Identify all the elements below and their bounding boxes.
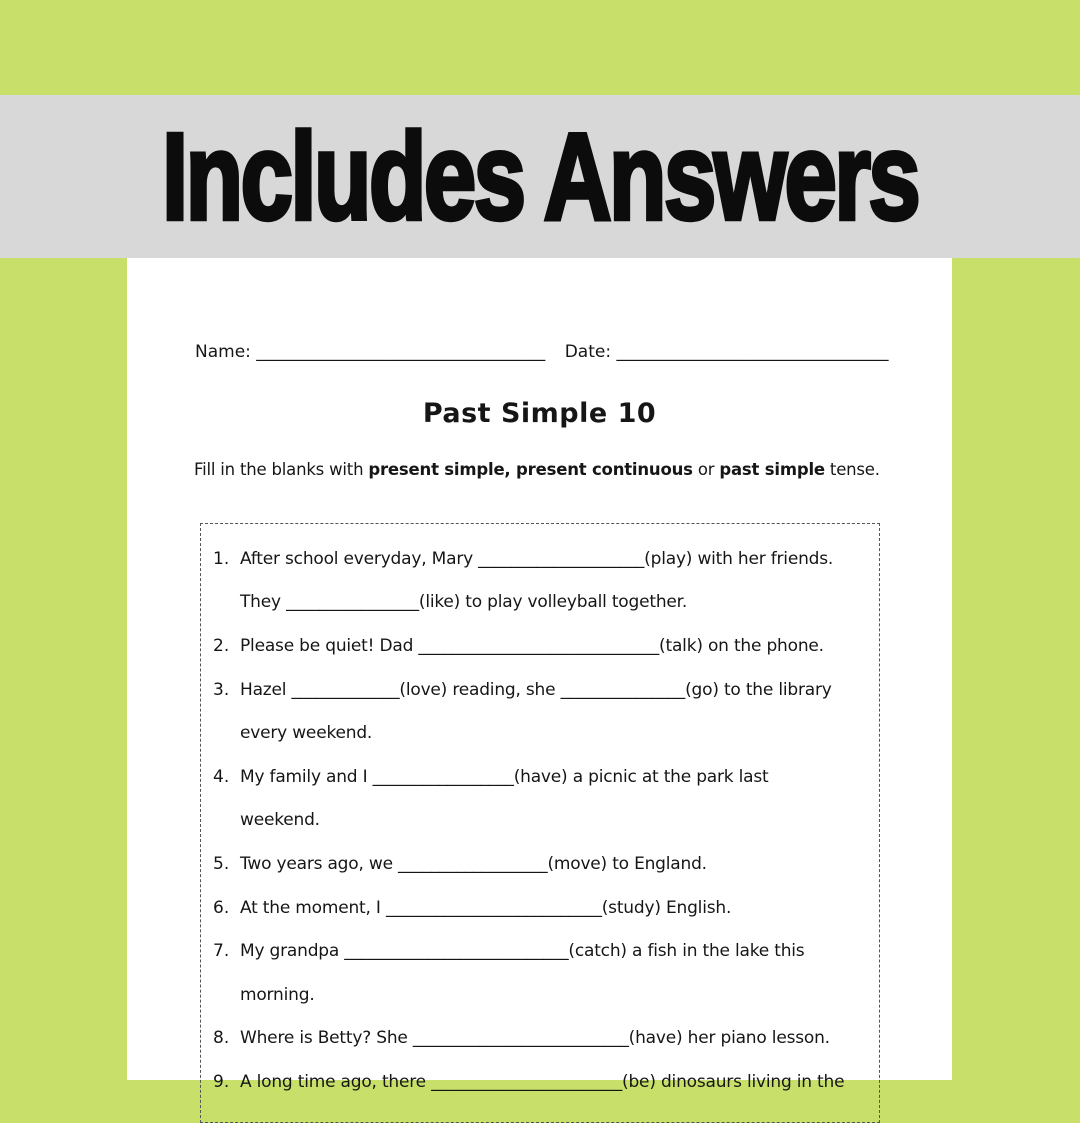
- question-number: 3.: [213, 679, 230, 700]
- question-line: every weekend.: [240, 723, 373, 744]
- question-item: [213, 886, 871, 930]
- question-number: 1.: [213, 548, 230, 569]
- question-item: [213, 668, 871, 755]
- instruction-post: tense.: [824, 460, 880, 479]
- name-date-row: [195, 342, 889, 362]
- question-number: 6.: [213, 897, 230, 918]
- question-item: [213, 537, 871, 624]
- question-number: 9.: [213, 1071, 230, 1092]
- question-line: Hazel _____________(love) reading, she _______________(go) to the library: [240, 679, 832, 700]
- question-line: Two years ago, we __________________(move) to England.: [240, 853, 707, 874]
- question-line: At the moment, I __________________________(study) English.: [240, 897, 732, 918]
- question-line: morning.: [240, 984, 315, 1005]
- banner-title: Includes Answers: [161, 107, 919, 245]
- worksheet-title: Past Simple 10: [422, 398, 657, 429]
- question-line: After school everyday, Mary ____________________(play) with her friends.: [240, 548, 834, 569]
- question-line: Please be quiet! Dad _____________________________(talk) on the phone.: [240, 635, 824, 656]
- question-item: [213, 1060, 871, 1104]
- name-label: Name:: [195, 342, 251, 362]
- question-line: Where is Betty? She __________________________(have) her piano lesson.: [240, 1028, 830, 1049]
- questions-box: [200, 523, 880, 1123]
- question-number: 4.: [213, 766, 230, 787]
- question-item: [213, 624, 871, 668]
- question-item: [213, 755, 871, 842]
- question-line: weekend.: [240, 810, 320, 831]
- question-number: 8.: [213, 1028, 230, 1049]
- worksheet-page: [127, 258, 952, 1092]
- date-blank: ________________________________: [616, 342, 889, 362]
- instruction-bold-tenses: present simple, present continuous: [368, 460, 693, 479]
- name-blank: __________________________________: [256, 342, 546, 362]
- question-item: [213, 1017, 871, 1061]
- question-item: [213, 929, 871, 1016]
- question-line: A long time ago, there _______________________(be) dinosaurs living in the: [240, 1071, 845, 1092]
- question-line: My grandpa ___________________________(catch) a fish in the lake this: [240, 941, 805, 962]
- date-label: Date:: [564, 342, 612, 362]
- question-number: 5.: [213, 853, 230, 874]
- question-item: [213, 842, 871, 886]
- instruction-pre: Fill in the blanks with: [194, 460, 369, 479]
- question-number: 7.: [213, 941, 230, 962]
- question-line: My family and I _________________(have) a picnic at the park last: [240, 766, 769, 787]
- question-number: 2.: [213, 635, 230, 656]
- includes-answers-banner: [0, 95, 1080, 258]
- instruction-bold-past-simple: past simple: [719, 460, 825, 479]
- question-line: They ________________(like) to play volleyball together.: [240, 592, 688, 613]
- instruction-mid: or: [692, 460, 720, 479]
- instruction-text: [194, 460, 894, 479]
